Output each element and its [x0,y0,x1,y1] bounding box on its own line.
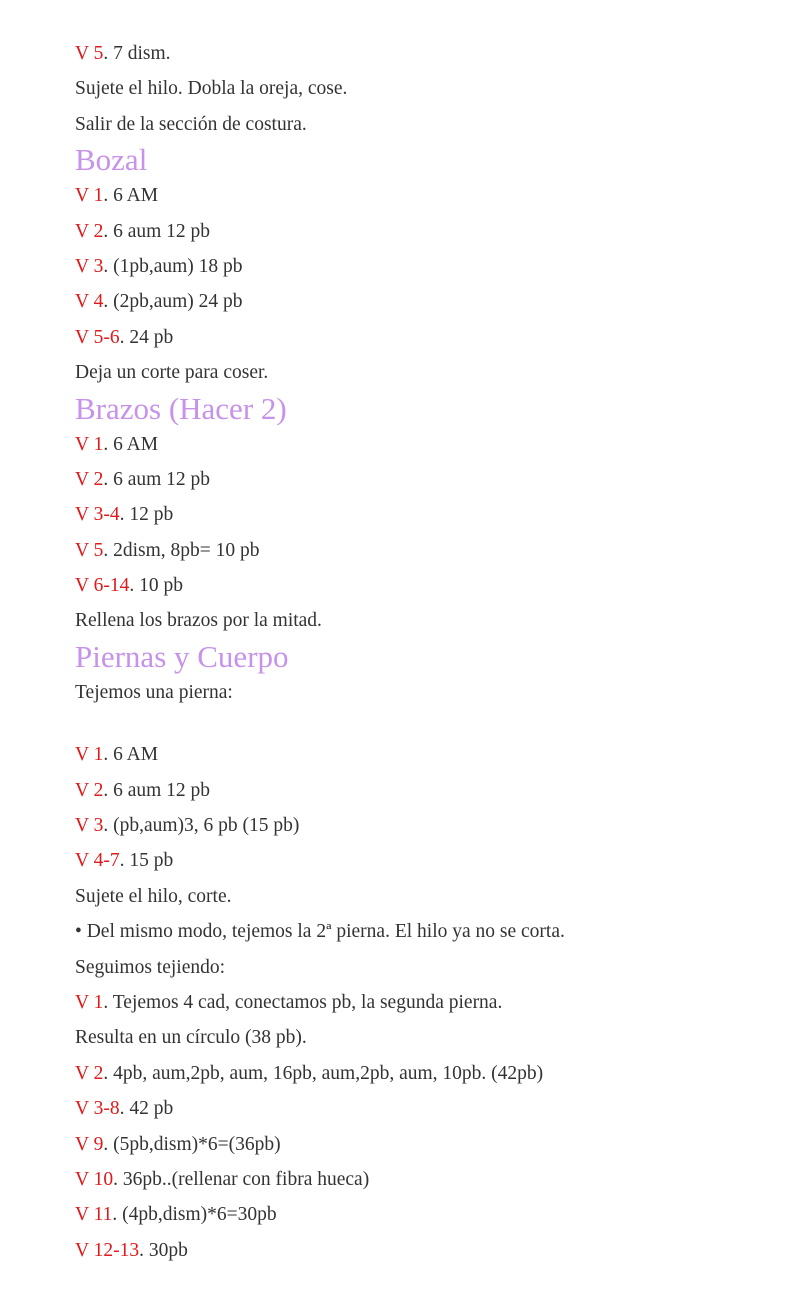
round-text: . (5pb,dism)*6=(36pb) [103,1133,281,1155]
instruction-text: Rellena los brazos por la mitad. [75,610,322,632]
round-text: . 12 pb [119,504,174,526]
round-label: V 3 [75,255,104,277]
round-text: . 30pb [139,1239,188,1261]
round-text: . 6 aum 12 pb [103,779,211,801]
round-label: V 12-13 [75,1239,140,1261]
round-text: . 4pb, aum,2pb, aum, 16pb, aum,2pb, aum, 10pb. (42pb) [103,1062,544,1084]
round-instruction [75,1197,775,1232]
round-label: V 5 [75,539,104,561]
round-label: V 6-14 [75,575,130,597]
round-instruction [75,1233,775,1268]
instruction-text: Tejemos una pierna: [75,681,233,703]
round-instruction [75,178,775,213]
instruction-text: Sujete el hilo, corte. [75,885,232,907]
round-instruction [75,249,775,284]
round-text: . 15 pb [119,850,174,872]
round-text: . 6 aum 12 pb [103,220,211,242]
round-label: V 2 [75,779,104,801]
instruction-text: Seguimos tejiendo: [75,956,226,978]
round-text: . 6 AM [103,185,159,207]
round-instruction [75,1056,775,1091]
round-instruction [75,843,775,878]
round-text: . 24 pb [119,326,174,348]
round-instruction [75,36,775,71]
round-instruction [75,568,775,603]
round-instruction [75,1091,775,1126]
round-instruction [75,284,775,319]
round-instruction [75,427,775,462]
round-text: . 10 pb [129,575,183,597]
instruction-text: Salir de la sección de costura. [75,113,307,135]
round-label: V 3-8 [75,1098,120,1120]
round-label: V 3 [75,815,104,837]
round-text: . Tejemos 4 cad, conectamos pb, la segunda pierna. [103,991,503,1013]
round-instruction [75,1162,775,1197]
instruction-text: Sujete el hilo. Dobla la oreja, cose. [75,78,348,100]
round-text: . 42 pb [119,1098,174,1120]
instruction-text: Deja un corte para coser. [75,362,269,384]
round-text: . 2dism, 8pb= 10 pb [103,539,260,561]
round-instruction [75,985,775,1020]
section-heading: Piernas y Cuerpo [75,638,289,674]
section-heading: Brazos (Hacer 2) [75,390,287,426]
round-text: . 6 aum 12 pb [103,468,211,490]
section-heading: Bozal [75,142,148,178]
round-label: V 1 [75,744,104,766]
round-label: V 10 [75,1168,114,1190]
round-label: V 3-4 [75,504,120,526]
round-instruction [75,808,775,843]
blank-line [75,710,775,737]
round-label: V 2 [75,220,104,242]
round-instruction [75,773,775,808]
round-label: V 1 [75,991,104,1013]
round-label: V 2 [75,468,104,490]
round-label: V 1 [75,433,104,455]
round-label: V 11 [75,1204,113,1226]
round-text: . 6 AM [103,433,159,455]
round-label: V 9 [75,1133,104,1155]
round-label: V 4-7 [75,850,120,872]
round-text: . (pb,aum)3, 6 pb (15 pb) [103,815,300,837]
round-instruction [75,320,775,355]
instruction-text: Resulta en un círculo (38 pb). [75,1027,307,1049]
instruction-text: • Del mismo modo, tejemos la 2ª pierna. El hilo ya no se corta. [75,921,565,943]
round-text: . 6 AM [103,744,159,766]
round-instruction [75,462,775,497]
round-label: V 4 [75,291,104,313]
pattern-document [75,36,775,1268]
round-instruction [75,737,775,772]
round-text: . (1pb,aum) 18 pb [103,255,243,277]
round-text: . 7 dism. [103,43,171,64]
round-text: . (4pb,dism)*6=30pb [112,1204,277,1226]
round-label: V 5-6 [75,326,120,348]
round-instruction [75,1127,775,1162]
round-text: . (2pb,aum) 24 pb [103,291,243,313]
round-label: V 5 [75,43,104,64]
round-instruction [75,214,775,249]
round-instruction [75,533,775,568]
round-text: . 36pb..(rellenar con fibra hueca) [113,1168,370,1190]
round-label: V 1 [75,185,104,207]
round-instruction [75,497,775,532]
round-label: V 2 [75,1062,104,1084]
